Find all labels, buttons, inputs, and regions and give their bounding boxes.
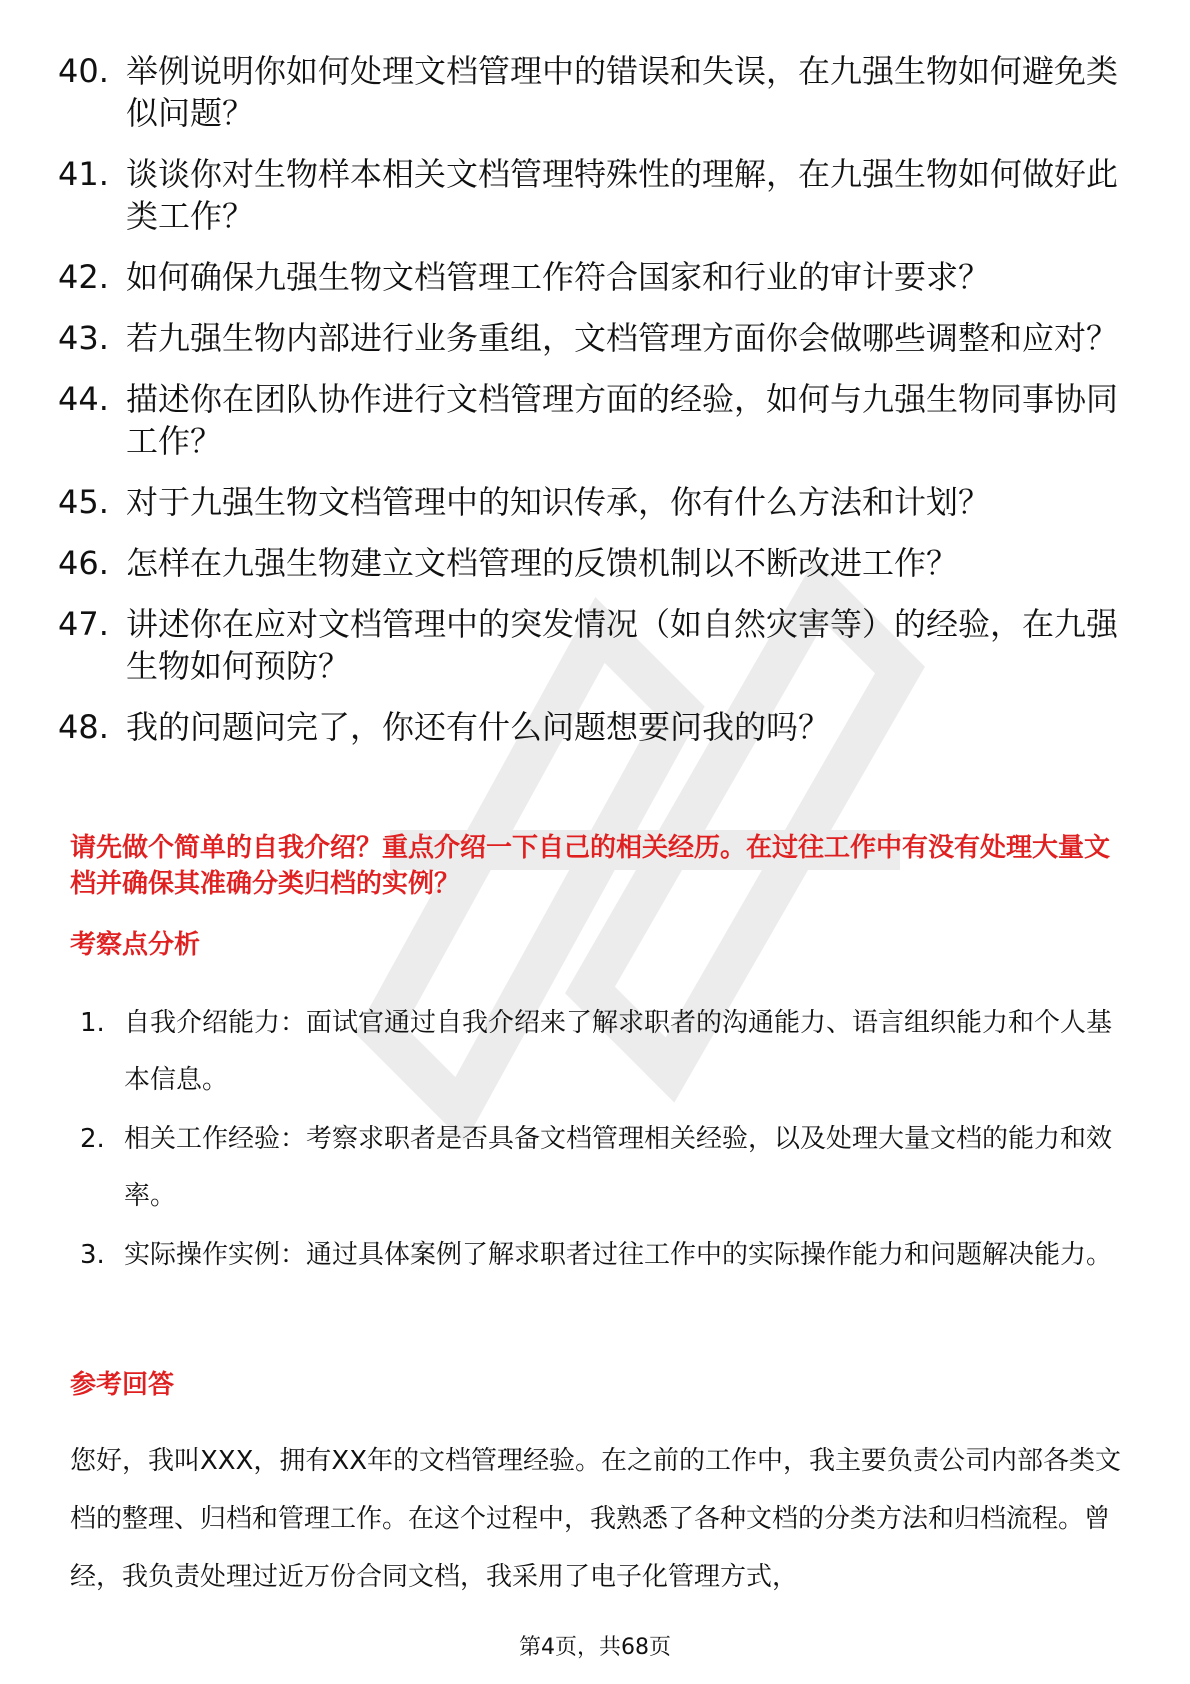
point-number: 2.	[80, 1124, 105, 1154]
point-number: 3.	[80, 1240, 105, 1270]
main-question-heading: 请先做个简单的自我介绍？重点介绍一下自己的相关经历。在过往工作中有没有处理大量文档并确保其准确分类归档的实例？	[70, 833, 1111, 899]
question-item	[58, 542, 1138, 584]
point-number: 1.	[80, 1008, 105, 1038]
question-number: 42.	[58, 258, 109, 296]
question-text: 对于九强生物文档管理中的知识传承，你有什么方法和计划？	[126, 483, 991, 521]
question-item	[58, 378, 1138, 462]
analysis-heading: 考察点分析	[70, 930, 201, 960]
question-number: 48.	[58, 708, 109, 746]
question-text: 举例说明你如何处理文档管理中的错误和失误，在九强生物如何避免类似问题？	[126, 52, 1119, 132]
question-number: 45.	[58, 483, 109, 521]
question-number: 44.	[58, 380, 109, 418]
question-item	[58, 706, 1138, 748]
question-number: 40.	[58, 52, 109, 90]
question-text: 我的问题问完了，你还有什么问题想要问我的吗？	[126, 708, 831, 746]
point-text: 自我介绍能力：面试官通过自我介绍来了解求职者的沟通能力、语言组织能力和个人基本信息。	[124, 1008, 1113, 1095]
analysis-point	[80, 1111, 1130, 1225]
question-text: 怎样在九强生物建立文档管理的反馈机制以不断改进工作？	[126, 544, 959, 582]
question-number: 46.	[58, 544, 109, 582]
point-text: 相关工作经验：考察求职者是否具备文档管理相关经验，以及处理大量文档的能力和效率。	[124, 1124, 1113, 1211]
question-text: 讲述你在应对文档管理中的突发情况（如自然灾害等）的经验，在九强生物如何预防？	[126, 605, 1119, 685]
question-item	[58, 481, 1138, 523]
question-item	[58, 50, 1138, 134]
analysis-point-list	[80, 995, 1130, 1286]
page-footer: 第4页，共68页	[519, 1635, 671, 1660]
reference-heading: 参考回答	[70, 1370, 175, 1400]
analysis-point	[80, 995, 1130, 1109]
question-text: 描述你在团队协作进行文档管理方面的经验，如何与九强生物同事协同工作？	[126, 380, 1119, 460]
question-list	[58, 50, 1138, 767]
question-text: 谈谈你对生物样本相关文档管理特殊性的理解，在九强生物如何做好此类工作？	[126, 155, 1119, 235]
question-number: 43.	[58, 319, 109, 357]
question-item	[58, 153, 1138, 237]
question-item	[58, 317, 1138, 359]
question-number: 41.	[58, 155, 109, 193]
question-text: 若九强生物内部进行业务重组，文档管理方面你会做哪些调整和应对？	[126, 319, 1119, 357]
question-number: 47.	[58, 605, 109, 643]
reference-answer-text: 您好，我叫XXX，拥有XX年的文档管理经验。在之前的工作中，我主要负责公司内部各类文档的整理、归档和管理工作。在这个过程中，我熟悉了各种文档的分类方法和归档流程。曾经，我负责处理过近万份合同文档，我采用了电子化管理方式，	[70, 1446, 1122, 1592]
question-item	[58, 256, 1138, 298]
question-item	[58, 603, 1138, 687]
analysis-point	[80, 1227, 1130, 1284]
question-text: 如何确保九强生物文档管理工作符合国家和行业的审计要求？	[126, 258, 991, 296]
point-text: 实际操作实例：通过具体案例了解求职者过往工作中的实际操作能力和问题解决能力。	[124, 1240, 1113, 1270]
